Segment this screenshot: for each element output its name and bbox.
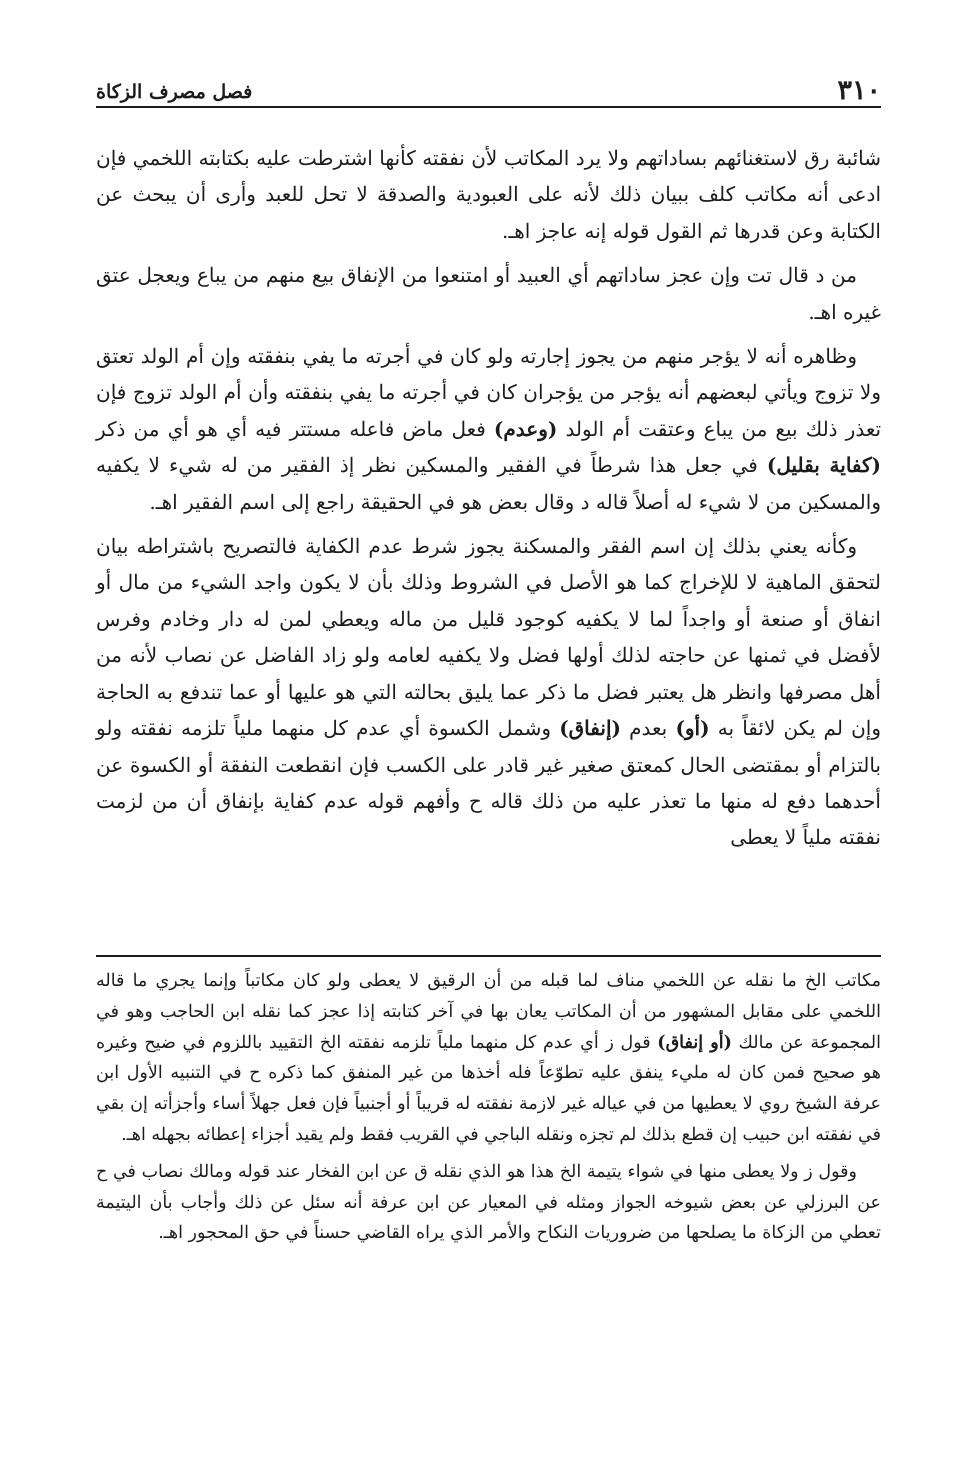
main-paragraph-3	[96, 338, 881, 520]
footnote-separator	[96, 955, 881, 957]
main-paragraph-3-text-a: وظاهره أنه لا يؤجر منهم من يجوز إجارته ولو كان في أجرته ما يفي بنفقته وإن أم الولد تعتق ولا تزوج ويأتي لبعضهم أنه يؤجر من يؤجران كان في أجرته ما يفي بنفقته وأن أم الولد تزوج فإن تعذر ذلك بيع من يباع وعتقت أم الولد	[96, 344, 882, 441]
main-text	[96, 140, 881, 856]
main-paragraph-4-text-a: وكأنه يعني بذلك إن اسم الفقر والمسكنة يجوز شرط عدم الكفاية فالتصريح باشتراطه بيان لتحقق الماهية لا للإخراج كما هو الأصل في الشروط وذلك بأن لا يكون واجد الشيء من مال أو انفاق أو صنعة أو واجداً لما لا يكفيه كوجود قليل من ماله ويعطي لمن له دار وخادم وفرس لأفضل في ثمنها عن حاجته لذلك أولها فضل ولا يكفيه لعامه ولو زاد الفاضل عن نصاب لأنه من أهل مصرفها وانظر هل يعتبر فضل ما ذكر عما يليق بحالته التي هو عليها أو عما تندفع به الحاجة وإن لم يكن لائقاً به	[96, 534, 882, 741]
main-paragraph-4-text-c: وشمل الكسوة أي عدم كل منهما ملياً تلزمه نفقته ولو بالتزام أو بمقتضى الحال كمعتق صغير غير قادر على الكسب فإن انقطعت النفقة أو الكسوة عن أحدهما دفع له منها ما تعذر عليه من ذلك قاله ح وأفهم قوله عدم كفاية بإنفاق أن من لزمت نفقته ملياً لا يعطى	[96, 716, 881, 850]
matn-term-waadam: (وعدم)	[493, 416, 558, 441]
footnote-text	[96, 966, 881, 1249]
main-paragraph-4-text-b: بعدم	[629, 716, 668, 741]
matn-term-infaq: (إنفاق)	[559, 716, 621, 741]
footnote-paragraph-1-text-b: قول ز أي عدم كل منهما ملياً تلزمه نفقته الخ التقييد باللزوم في ضيح وغيره هو صحيح فمن كان له مليء ينفق عليه تطوّعاً فله أخذها من غير المنفق كما ذكره ح في التنبيه الأول ابن عرفة الشيخ روي لا يعطيها من في عياله غير لازمة نفقته له قريباً أو أجنبياً فإن فعل جهلاً أساء وأجزأته إن بقي في نفقته ابن حبيب إن قطع بذلك لم تجزه ونقله الباجي في القريب فقط ولم يقيد أجزاء إعطائه بجهله اهـ.	[96, 1032, 881, 1145]
page-number: ٣١٠	[837, 75, 881, 106]
main-paragraph-3-text-c: في جعل هذا شرطاً في الفقير والمسكين نظر إذ الفقير من له شيء لا يكفيه والمسكين من لا شيء له أصلاً قاله د وقال بعض هو في الحقيقة راجع إلى اسم الفقير اهـ.	[96, 453, 881, 514]
running-head: فصل مصرف الزكاة	[96, 81, 253, 103]
page-header	[96, 74, 881, 110]
footnote-paragraph-2: وقول ز ولا يعطى منها في شواء يتيمة الخ هذا هو الذي نقله ق عن ابن الفخار عند قوله ومالك نصاب في ح عن البرزلي عن بعض شيوخه الجواز ومثله في المعيار عن ابن عرفة أنه سئل عن ذلك وأجاب بأن اليتيمة تعطي من الزكاة ما يصلحها من ضروريات النكاح والأمر الذي يراه القاضي حسناً في حق المحجور اهـ.	[96, 1161, 881, 1244]
header-rule	[96, 106, 881, 108]
matn-term-aw: (أو)	[675, 716, 710, 741]
main-paragraph-3-text-b: فعل ماض فاعله مستتر فيه أي هو أي من ذكر	[96, 416, 486, 441]
matn-term-kifaya: (كفاية بقليل)	[766, 453, 882, 478]
main-paragraph-1: شائبة رق لاستغنائهم بساداتهم ولا يرد المكاتب لأن نفقته كأنها اشترطت عليه بكتابته اللخمي فإن ادعى أنه مكاتب كلف ببيان ذلك لأنه على العبودية والصدقة لا تحل للعبد وأرى أن يبحث عن الكتابة وعن قدرها ثم القول قوله إنه عاجز اهـ.	[96, 146, 881, 243]
footnote-paragraph-1	[96, 966, 881, 1151]
main-paragraph-4	[96, 528, 881, 856]
footnote-term-aw-infaq: (أو إنفاق)	[657, 1032, 732, 1053]
main-paragraph-2: من د قال تت وإن عجز ساداتهم أي العبيد أو امتنعوا من الإنفاق بيع منهم من يباع ويعجل عتق غيره اهـ.	[96, 263, 881, 324]
footnote-paragraph-1-text-a: مكاتب الخ ما نقله عن اللخمي مناف لما قبله من أن الرقيق لا يعطى ولو كان مكاتباً وإنما يجري ما قاله اللخمي على مقابل المشهور من أن المكاتب يعان بها في آخر كتابته إذا عجز كما نقله ابن الحاجب وهو في المجموعة عن مالك	[96, 971, 881, 1053]
